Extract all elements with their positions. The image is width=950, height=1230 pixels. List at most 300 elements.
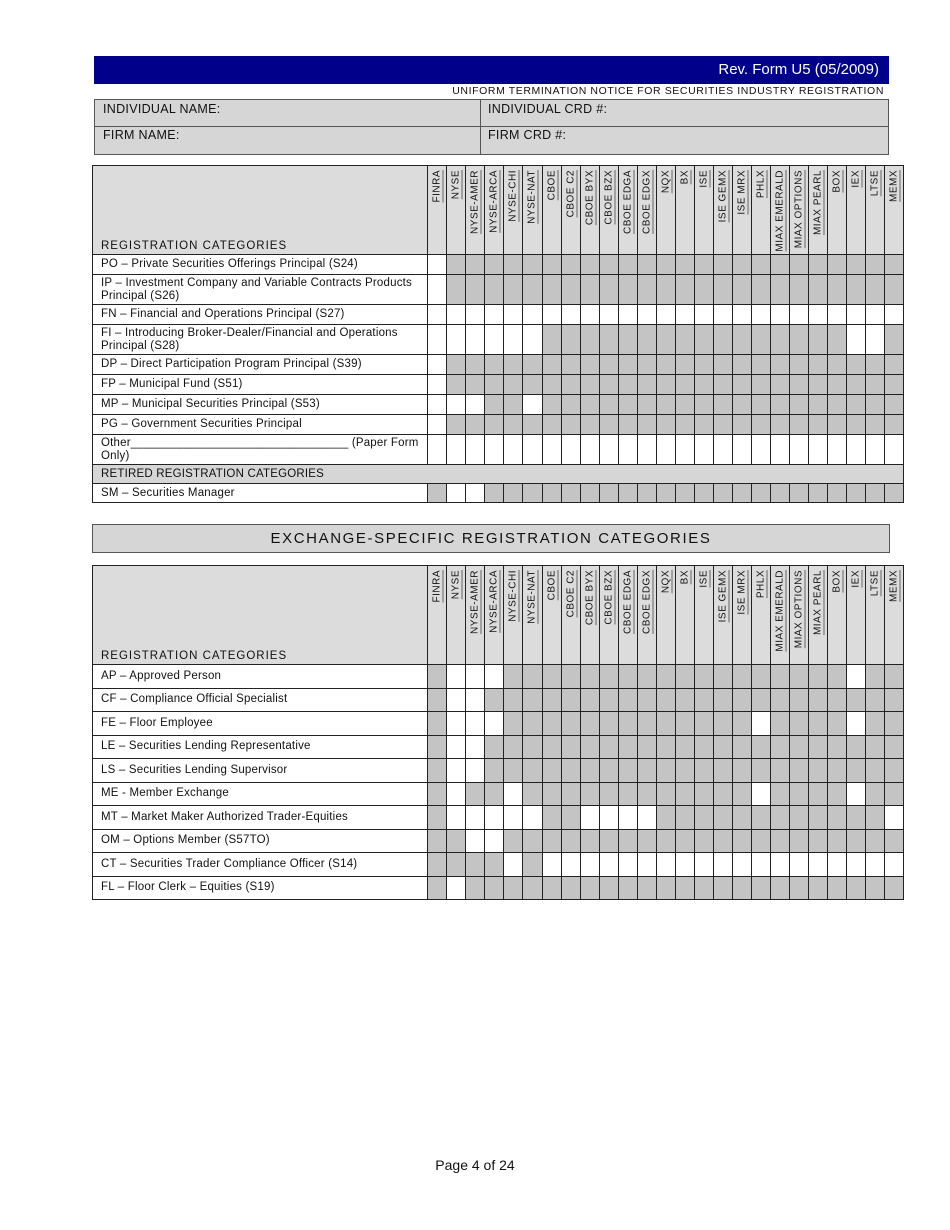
registration-checkbox[interactable]: [428, 375, 447, 395]
registration-checkbox[interactable]: [504, 853, 523, 877]
registration-checkbox[interactable]: [485, 806, 504, 830]
registration-checkbox[interactable]: [447, 688, 466, 712]
exchange-column-header: [447, 166, 466, 255]
registration-checkbox[interactable]: [466, 806, 485, 830]
unavailable-cell: [846, 688, 865, 712]
unavailable-cell: [732, 876, 751, 900]
registration-checkbox[interactable]: [466, 395, 485, 415]
unavailable-cell: [675, 325, 694, 355]
registration-checkbox[interactable]: [428, 305, 447, 325]
unavailable-cell: [789, 735, 808, 759]
exchange-column-header: [466, 166, 485, 255]
registration-checkbox[interactable]: [542, 435, 561, 465]
registration-checkbox[interactable]: [789, 853, 808, 877]
unavailable-cell: [618, 355, 637, 375]
unavailable-cell: [675, 759, 694, 783]
unavailable-cell: [694, 829, 713, 853]
unavailable-cell: [542, 415, 561, 435]
registration-checkbox[interactable]: [447, 735, 466, 759]
registration-checkbox[interactable]: [827, 435, 846, 465]
registration-checkbox[interactable]: [618, 853, 637, 877]
exchange-label: BOX: [831, 170, 843, 193]
registration-checkbox[interactable]: [637, 435, 656, 465]
unavailable-cell: [675, 484, 694, 503]
unavailable-cell: [770, 688, 789, 712]
unavailable-cell: [618, 735, 637, 759]
unavailable-cell: [447, 829, 466, 853]
registration-checkbox[interactable]: [485, 829, 504, 853]
registration-checkbox[interactable]: [846, 305, 865, 325]
unavailable-cell: [808, 415, 827, 435]
table-row: [93, 484, 904, 503]
table-row: [93, 688, 904, 712]
unavailable-cell: [694, 712, 713, 736]
unavailable-cell: [751, 325, 770, 355]
registration-checkbox[interactable]: [599, 853, 618, 877]
unavailable-cell: [637, 484, 656, 503]
exchange-column-header: [694, 566, 713, 665]
registration-checkbox[interactable]: [504, 435, 523, 465]
unavailable-cell: [808, 735, 827, 759]
exchange-column-header: [656, 566, 675, 665]
unavailable-cell: [751, 876, 770, 900]
exchange-label: IEX: [850, 570, 862, 588]
registration-checkbox[interactable]: [466, 325, 485, 355]
registration-checkbox[interactable]: [466, 829, 485, 853]
exchange-column-header: [675, 566, 694, 665]
registration-checkbox[interactable]: [447, 395, 466, 415]
unavailable-cell: [808, 255, 827, 275]
registration-checkbox[interactable]: [884, 435, 903, 465]
registration-checkbox[interactable]: [618, 305, 637, 325]
unavailable-cell: [561, 688, 580, 712]
exchange-column-header: [542, 166, 561, 255]
registration-checkbox[interactable]: [428, 355, 447, 375]
registration-checkbox[interactable]: [447, 665, 466, 689]
unavailable-cell: [827, 688, 846, 712]
category-label: FP – Municipal Fund (S51): [93, 375, 428, 395]
unavailable-cell: [846, 806, 865, 830]
exchange-column-header: [865, 566, 884, 665]
registration-checkbox[interactable]: [561, 305, 580, 325]
registration-checkbox[interactable]: [561, 853, 580, 877]
unavailable-cell: [618, 829, 637, 853]
unavailable-cell: [599, 665, 618, 689]
unavailable-cell: [599, 415, 618, 435]
unavailable-cell: [561, 395, 580, 415]
unavailable-cell: [428, 806, 447, 830]
exchange-label: CBOE BZX: [603, 570, 615, 625]
registration-checkbox[interactable]: [675, 435, 694, 465]
unavailable-cell: [637, 375, 656, 395]
unavailable-cell: [523, 853, 542, 877]
registration-checkbox[interactable]: [751, 305, 770, 325]
registration-checkbox[interactable]: [523, 806, 542, 830]
registration-checkbox[interactable]: [580, 435, 599, 465]
registration-checkbox[interactable]: [428, 255, 447, 275]
page-number: Page 4 of 24: [435, 1157, 515, 1173]
unavailable-cell: [561, 415, 580, 435]
unavailable-cell: [865, 876, 884, 900]
registration-checkbox[interactable]: [808, 853, 827, 877]
unavailable-cell: [561, 829, 580, 853]
registration-checkbox[interactable]: [466, 305, 485, 325]
unavailable-cell: [580, 355, 599, 375]
registration-checkbox[interactable]: [542, 853, 561, 877]
unavailable-cell: [827, 735, 846, 759]
registration-checkbox[interactable]: [694, 305, 713, 325]
registration-checkbox[interactable]: [751, 435, 770, 465]
registration-checkbox[interactable]: [428, 415, 447, 435]
unavailable-cell: [561, 275, 580, 305]
exchange-label: CBOE: [546, 170, 557, 201]
exchange-column-header: [884, 566, 903, 665]
exchange-label: CBOE BYX: [584, 170, 596, 226]
unavailable-cell: [599, 735, 618, 759]
unavailable-cell: [827, 759, 846, 783]
unavailable-cell: [675, 255, 694, 275]
registration-checkbox[interactable]: [637, 853, 656, 877]
registration-checkbox[interactable]: [618, 435, 637, 465]
unavailable-cell: [599, 782, 618, 806]
unavailable-cell: [466, 275, 485, 305]
exchange-label: MIAX EMERALD: [774, 570, 786, 652]
registration-checkbox[interactable]: [599, 806, 618, 830]
exchange-column-header: [694, 166, 713, 255]
table-row: [93, 355, 904, 375]
registration-checkbox[interactable]: [580, 853, 599, 877]
exchange-column-header: [561, 566, 580, 665]
registration-checkbox[interactable]: [865, 305, 884, 325]
unavailable-cell: [827, 255, 846, 275]
unavailable-cell: [656, 325, 675, 355]
unavailable-cell: [884, 355, 903, 375]
registration-checkbox[interactable]: [789, 435, 808, 465]
unavailable-cell: [523, 759, 542, 783]
registration-checkbox[interactable]: [447, 876, 466, 900]
table-row: [93, 712, 904, 736]
registration-checkbox[interactable]: [523, 435, 542, 465]
unavailable-cell: [694, 255, 713, 275]
unavailable-cell: [428, 853, 447, 877]
unavailable-cell: [732, 484, 751, 503]
unavailable-cell: [865, 484, 884, 503]
registration-checkbox[interactable]: [447, 759, 466, 783]
registration-checkbox[interactable]: [447, 712, 466, 736]
registration-checkbox[interactable]: [599, 305, 618, 325]
registration-checkbox[interactable]: [523, 325, 542, 355]
registration-checkbox[interactable]: [846, 712, 865, 736]
category-label: FN – Financial and Operations Principal (S27): [93, 305, 428, 325]
registration-checkbox[interactable]: [713, 853, 732, 877]
unavailable-cell: [789, 876, 808, 900]
unavailable-cell: [732, 355, 751, 375]
registration-checkbox[interactable]: [846, 853, 865, 877]
unavailable-cell: [770, 275, 789, 305]
unavailable-cell: [675, 782, 694, 806]
unavailable-cell: [846, 375, 865, 395]
registration-checkbox[interactable]: [846, 435, 865, 465]
individual-crd-field[interactable]: INDIVIDUAL CRD #:: [488, 102, 608, 116]
registration-checkbox[interactable]: [637, 305, 656, 325]
unavailable-cell: [542, 759, 561, 783]
category-label: IP – Investment Company and Variable Contracts Products Principal (S26): [93, 275, 428, 305]
exchange-label: MIAX EMERALD: [774, 170, 786, 252]
unavailable-cell: [504, 665, 523, 689]
unavailable-cell: [884, 688, 903, 712]
unavailable-cell: [637, 876, 656, 900]
registration-checkbox[interactable]: [846, 665, 865, 689]
unavailable-cell: [428, 665, 447, 689]
category-label: Other_________________________________ (Paper Form Only): [93, 435, 428, 465]
exchange-label: IEX: [850, 170, 862, 188]
exchange-column-header: [523, 166, 542, 255]
category-label: LS – Securities Lending Supervisor: [93, 759, 428, 783]
registration-checkbox[interactable]: [732, 853, 751, 877]
exchange-label: ISE MRX: [736, 570, 748, 615]
registration-checkbox[interactable]: [485, 305, 504, 325]
registration-checkbox[interactable]: [466, 484, 485, 503]
registration-checkbox[interactable]: [504, 305, 523, 325]
unavailable-cell: [580, 275, 599, 305]
unavailable-cell: [675, 395, 694, 415]
registration-checkbox[interactable]: [846, 782, 865, 806]
registration-checkbox[interactable]: [675, 305, 694, 325]
unavailable-cell: [846, 255, 865, 275]
unavailable-cell: [618, 688, 637, 712]
registration-checkbox[interactable]: [466, 759, 485, 783]
registration-checkbox[interactable]: [447, 806, 466, 830]
registration-checkbox[interactable]: [523, 395, 542, 415]
registration-checkbox[interactable]: [846, 325, 865, 355]
registration-checkbox[interactable]: [675, 853, 694, 877]
exchange-column-header: [599, 566, 618, 665]
unavailable-cell: [504, 829, 523, 853]
unavailable-cell: [846, 484, 865, 503]
table-row: [93, 375, 904, 395]
registration-checkbox[interactable]: [770, 853, 789, 877]
unavailable-cell: [580, 759, 599, 783]
unavailable-cell: [751, 375, 770, 395]
unavailable-cell: [732, 275, 751, 305]
unavailable-cell: [542, 688, 561, 712]
table-row: [93, 665, 904, 689]
exchange-column-header: [447, 566, 466, 665]
unavailable-cell: [428, 829, 447, 853]
unavailable-cell: [561, 665, 580, 689]
registration-checkbox[interactable]: [618, 806, 637, 830]
unavailable-cell: [428, 688, 447, 712]
unavailable-cell: [656, 375, 675, 395]
registration-checkbox[interactable]: [884, 305, 903, 325]
unavailable-cell: [656, 735, 675, 759]
table-row: [93, 853, 904, 877]
unavailable-cell: [656, 275, 675, 305]
unavailable-cell: [618, 782, 637, 806]
registration-checkbox[interactable]: [485, 665, 504, 689]
unavailable-cell: [884, 735, 903, 759]
registration-checkbox[interactable]: [770, 435, 789, 465]
unavailable-cell: [504, 759, 523, 783]
registration-checkbox[interactable]: [466, 665, 485, 689]
registration-checkbox[interactable]: [504, 782, 523, 806]
unavailable-cell: [675, 712, 694, 736]
unavailable-cell: [865, 688, 884, 712]
registration-checkbox[interactable]: [428, 435, 447, 465]
unavailable-cell: [808, 355, 827, 375]
unavailable-cell: [770, 375, 789, 395]
registration-checkbox[interactable]: [694, 853, 713, 877]
unavailable-cell: [580, 782, 599, 806]
registration-checkbox[interactable]: [789, 305, 808, 325]
table-row: [93, 415, 904, 435]
registration-checkbox[interactable]: [466, 688, 485, 712]
firm-crd-field[interactable]: FIRM CRD #:: [488, 128, 567, 142]
unavailable-cell: [808, 759, 827, 783]
unavailable-cell: [770, 876, 789, 900]
unavailable-cell: [485, 735, 504, 759]
exchange-registration-table: [92, 565, 904, 900]
exchange-column-header: [504, 166, 523, 255]
unavailable-cell: [428, 735, 447, 759]
unavailable-cell: [694, 782, 713, 806]
registration-checkbox[interactable]: [466, 735, 485, 759]
registration-checkbox[interactable]: [656, 853, 675, 877]
category-label: FL – Floor Clerk – Equities (S19): [93, 876, 428, 900]
unavailable-cell: [751, 665, 770, 689]
registration-checkbox[interactable]: [656, 435, 675, 465]
unavailable-cell: [485, 395, 504, 415]
category-label: MT – Market Maker Authorized Trader-Equities: [93, 806, 428, 830]
exchange-column-header: [466, 566, 485, 665]
registration-checkbox[interactable]: [542, 305, 561, 325]
registration-checkbox[interactable]: [485, 325, 504, 355]
registration-checkbox[interactable]: [504, 325, 523, 355]
unavailable-cell: [618, 255, 637, 275]
registration-checkbox[interactable]: [447, 435, 466, 465]
unavailable-cell: [789, 665, 808, 689]
registration-checkbox[interactable]: [466, 712, 485, 736]
category-label: OM – Options Member (S57TO): [93, 829, 428, 853]
unavailable-cell: [542, 712, 561, 736]
unavailable-cell: [789, 782, 808, 806]
registration-checkbox[interactable]: [751, 712, 770, 736]
unavailable-cell: [770, 355, 789, 375]
unavailable-cell: [675, 876, 694, 900]
unavailable-cell: [770, 735, 789, 759]
exchange-column-header: [523, 566, 542, 665]
exchange-column-header: [561, 166, 580, 255]
registration-checkbox[interactable]: [694, 435, 713, 465]
exchange-column-header: [846, 566, 865, 665]
registration-checkbox[interactable]: [865, 853, 884, 877]
unavailable-cell: [599, 688, 618, 712]
registration-checkbox[interactable]: [751, 782, 770, 806]
unavailable-cell: [732, 325, 751, 355]
exchange-column-header: [732, 566, 751, 665]
unavailable-cell: [618, 712, 637, 736]
registration-checkbox[interactable]: [808, 435, 827, 465]
registration-checkbox[interactable]: [428, 325, 447, 355]
table-row: [93, 325, 904, 355]
unavailable-cell: [713, 782, 732, 806]
registration-checkbox[interactable]: [827, 853, 846, 877]
unavailable-cell: [637, 275, 656, 305]
unavailable-cell: [504, 712, 523, 736]
registration-checkbox[interactable]: [865, 435, 884, 465]
exchange-label: MIAX OPTIONS: [793, 170, 805, 249]
registration-checkbox[interactable]: [447, 782, 466, 806]
registration-checkbox[interactable]: [884, 806, 903, 830]
exchange-label: CBOE BZX: [603, 170, 615, 225]
unavailable-cell: [523, 415, 542, 435]
unavailable-cell: [713, 829, 732, 853]
exchange-column-header: [770, 566, 789, 665]
unavailable-cell: [694, 759, 713, 783]
registration-checkbox[interactable]: [656, 305, 675, 325]
registration-checkbox[interactable]: [884, 853, 903, 877]
firm-name-field[interactable]: FIRM NAME:: [103, 128, 180, 142]
registration-checkbox[interactable]: [808, 305, 827, 325]
unavailable-cell: [561, 325, 580, 355]
unavailable-cell: [770, 395, 789, 415]
category-label: FI – Introducing Broker-Dealer/Financial and Operations Principal (S28): [93, 325, 428, 355]
unavailable-cell: [751, 415, 770, 435]
unavailable-cell: [656, 688, 675, 712]
unavailable-cell: [637, 759, 656, 783]
registration-checkbox[interactable]: [599, 435, 618, 465]
registration-checkbox[interactable]: [732, 435, 751, 465]
registration-checkbox[interactable]: [485, 435, 504, 465]
registration-checkbox[interactable]: [713, 305, 732, 325]
registration-checkbox[interactable]: [865, 325, 884, 355]
exchange-label: CBOE EDGX: [641, 570, 653, 634]
registration-checkbox[interactable]: [523, 305, 542, 325]
unavailable-cell: [865, 665, 884, 689]
unavailable-cell: [884, 255, 903, 275]
registration-checkbox[interactable]: [580, 806, 599, 830]
unavailable-cell: [637, 255, 656, 275]
registration-checkbox[interactable]: [637, 806, 656, 830]
registration-checkbox[interactable]: [485, 712, 504, 736]
exchange-label: NQX: [660, 170, 672, 194]
individual-name-field[interactable]: INDIVIDUAL NAME:: [103, 102, 221, 116]
unavailable-cell: [618, 665, 637, 689]
registration-checkbox[interactable]: [466, 435, 485, 465]
unavailable-cell: [884, 484, 903, 503]
registration-checkbox[interactable]: [428, 275, 447, 305]
registration-checkbox[interactable]: [428, 395, 447, 415]
registration-checkbox[interactable]: [770, 305, 789, 325]
registration-checkbox[interactable]: [561, 435, 580, 465]
registration-checkbox[interactable]: [827, 305, 846, 325]
exchange-label: PHLX: [755, 170, 767, 199]
registration-checkbox[interactable]: [447, 325, 466, 355]
registration-checkbox[interactable]: [580, 305, 599, 325]
registration-checkbox[interactable]: [504, 806, 523, 830]
registration-checkbox[interactable]: [447, 484, 466, 503]
registration-checkbox[interactable]: [751, 853, 770, 877]
unavailable-cell: [542, 876, 561, 900]
unavailable-cell: [466, 876, 485, 900]
unavailable-cell: [542, 355, 561, 375]
registration-checkbox[interactable]: [732, 305, 751, 325]
registration-checkbox[interactable]: [447, 305, 466, 325]
identity-box: [94, 99, 889, 155]
unavailable-cell: [865, 782, 884, 806]
unavailable-cell: [504, 255, 523, 275]
registration-checkbox[interactable]: [713, 435, 732, 465]
